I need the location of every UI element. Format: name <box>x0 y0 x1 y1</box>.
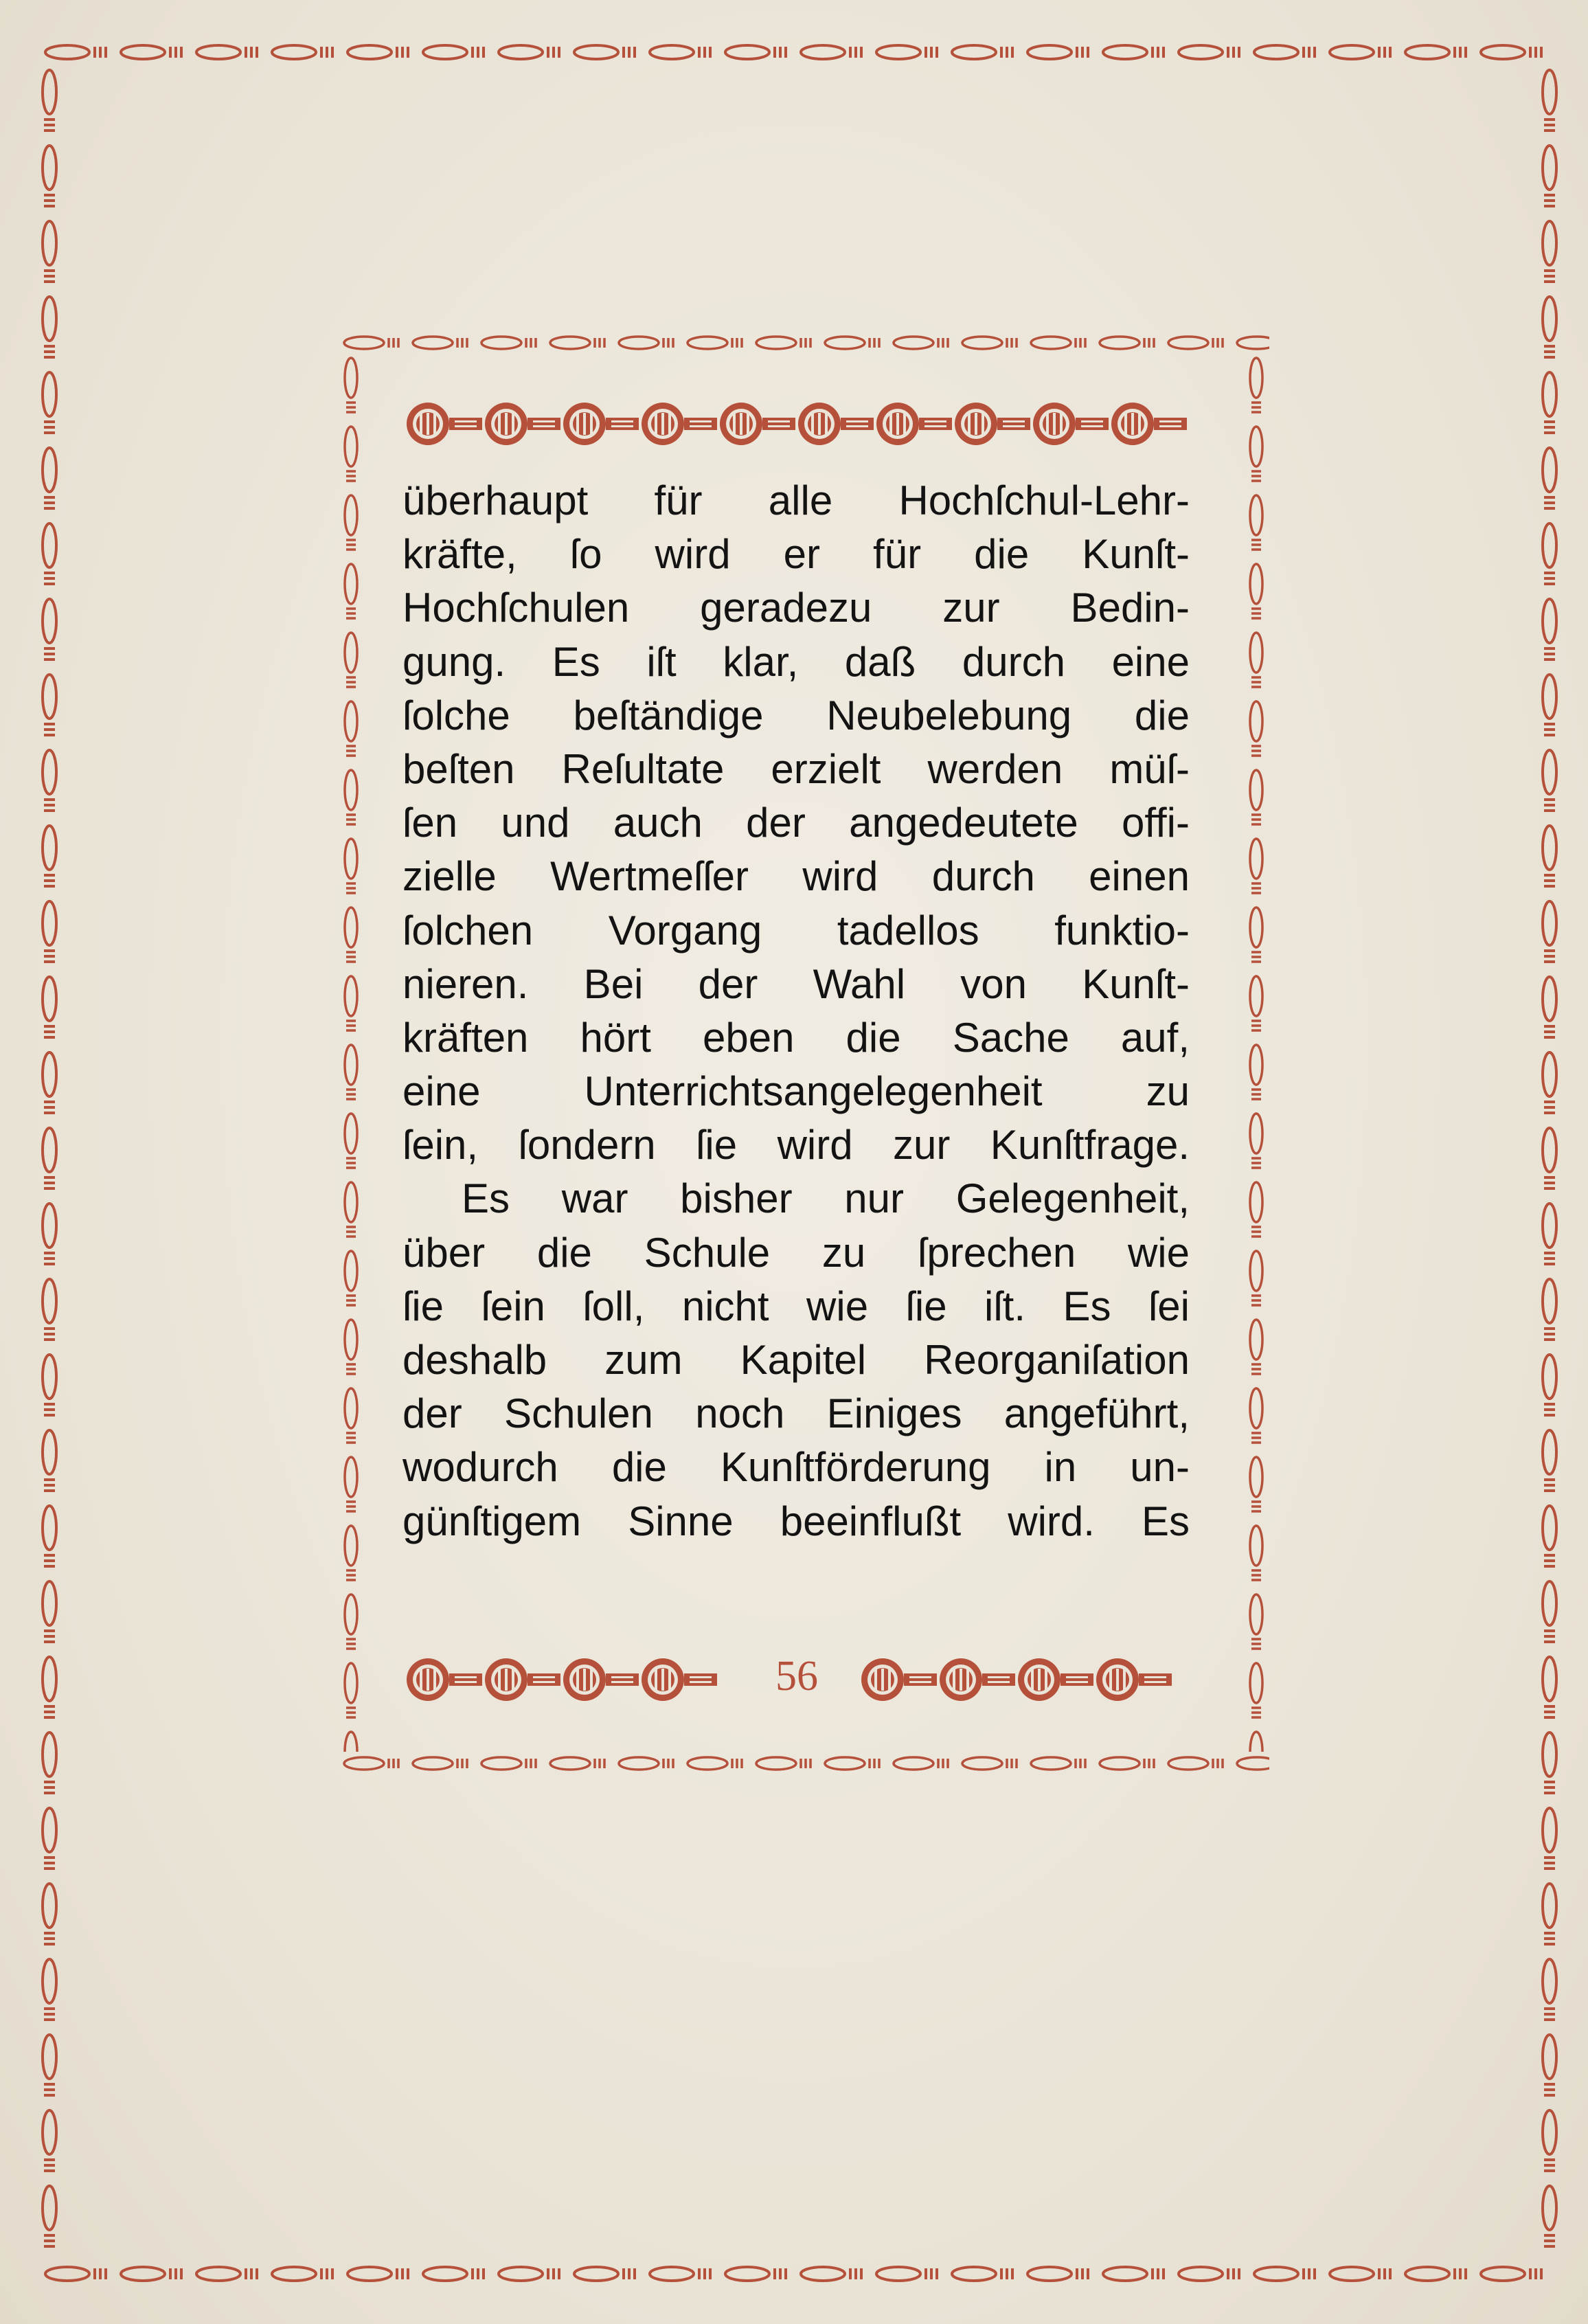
chain-ornament-icon <box>41 2260 1547 2288</box>
text-line: über die Schule zu ſprechen wie <box>402 1229 1190 1276</box>
outer-border-bottom <box>41 2260 1547 2288</box>
text-line: ſen und auch der angedeutete offi- <box>402 800 1190 846</box>
text-line: kräften hört eben die Sache auf, <box>402 1014 1190 1061</box>
outer-border-left <box>36 66 63 2260</box>
head-ornament <box>404 400 1187 448</box>
chain-ornament-icon <box>1536 66 1563 2260</box>
text-line: günſtigem Sinne beeinflußt wird. Es <box>402 1498 1190 1544</box>
text-line: ſolche beſtändige Neubelebung die <box>402 692 1190 738</box>
foot-ornament-right <box>859 1656 1188 1704</box>
text-line: kräfte, ſo wird er für die Kunſt- <box>402 531 1190 578</box>
text-line: der Schulen noch Einiges angeführt, <box>402 1390 1190 1437</box>
text-line: ſie ſein ſoll, nicht wie ſie iſt. Es ſei <box>402 1283 1190 1329</box>
text-line: gung. Es iſt klar, daß durch eine <box>402 638 1190 685</box>
inner-border-right <box>1245 354 1268 1752</box>
text-line: nieren. Bei der Wahl von Kunſt- <box>402 960 1190 1007</box>
medallion-ornament-icon <box>404 1656 727 1704</box>
chain-ornament-icon <box>339 354 363 1752</box>
inner-border-top <box>341 331 1269 354</box>
chain-ornament-icon <box>36 66 63 2260</box>
medallion-ornament-icon <box>404 400 1187 448</box>
text-line: wodurch die Kunſtförderung in un- <box>402 1444 1190 1491</box>
text-line: beſten Reſultate erzielt werden müſ- <box>402 745 1190 792</box>
body-text <box>402 474 1190 1548</box>
text-line: ſolchen Vorgang tadellos funktio- <box>402 907 1190 954</box>
text-line: Es war bisher nur Gelegenheit, <box>462 1175 1190 1222</box>
inner-border-left <box>339 354 363 1752</box>
outer-border-right <box>1536 66 1563 2260</box>
chain-ornament-icon <box>1245 354 1268 1752</box>
text-line: überhaupt für alle Hochſchul-Lehr- <box>402 477 1190 523</box>
outer-border-top <box>41 38 1547 66</box>
text-line: ſein, ſondern ſie wird zur Kunſtfrage. <box>402 1122 1190 1169</box>
medallion-ornament-icon <box>859 1656 1188 1704</box>
text-line: zielle Wertmeſſer wird durch einen <box>402 853 1190 900</box>
chain-ornament-icon <box>341 1752 1269 1775</box>
foot-ornament-left <box>404 1656 727 1704</box>
chain-ornament-icon <box>341 331 1269 354</box>
text-line: Hochſchulen geradezu zur Bedin- <box>402 585 1190 631</box>
page-number: 56 <box>775 1653 818 1700</box>
chain-ornament-icon <box>41 38 1547 66</box>
text-line: deshalb zum Kapitel Reorganiſation <box>402 1337 1190 1383</box>
text-line: eine Unterrichtsangelegenheit zu <box>402 1068 1190 1115</box>
inner-border-bottom <box>341 1752 1269 1775</box>
